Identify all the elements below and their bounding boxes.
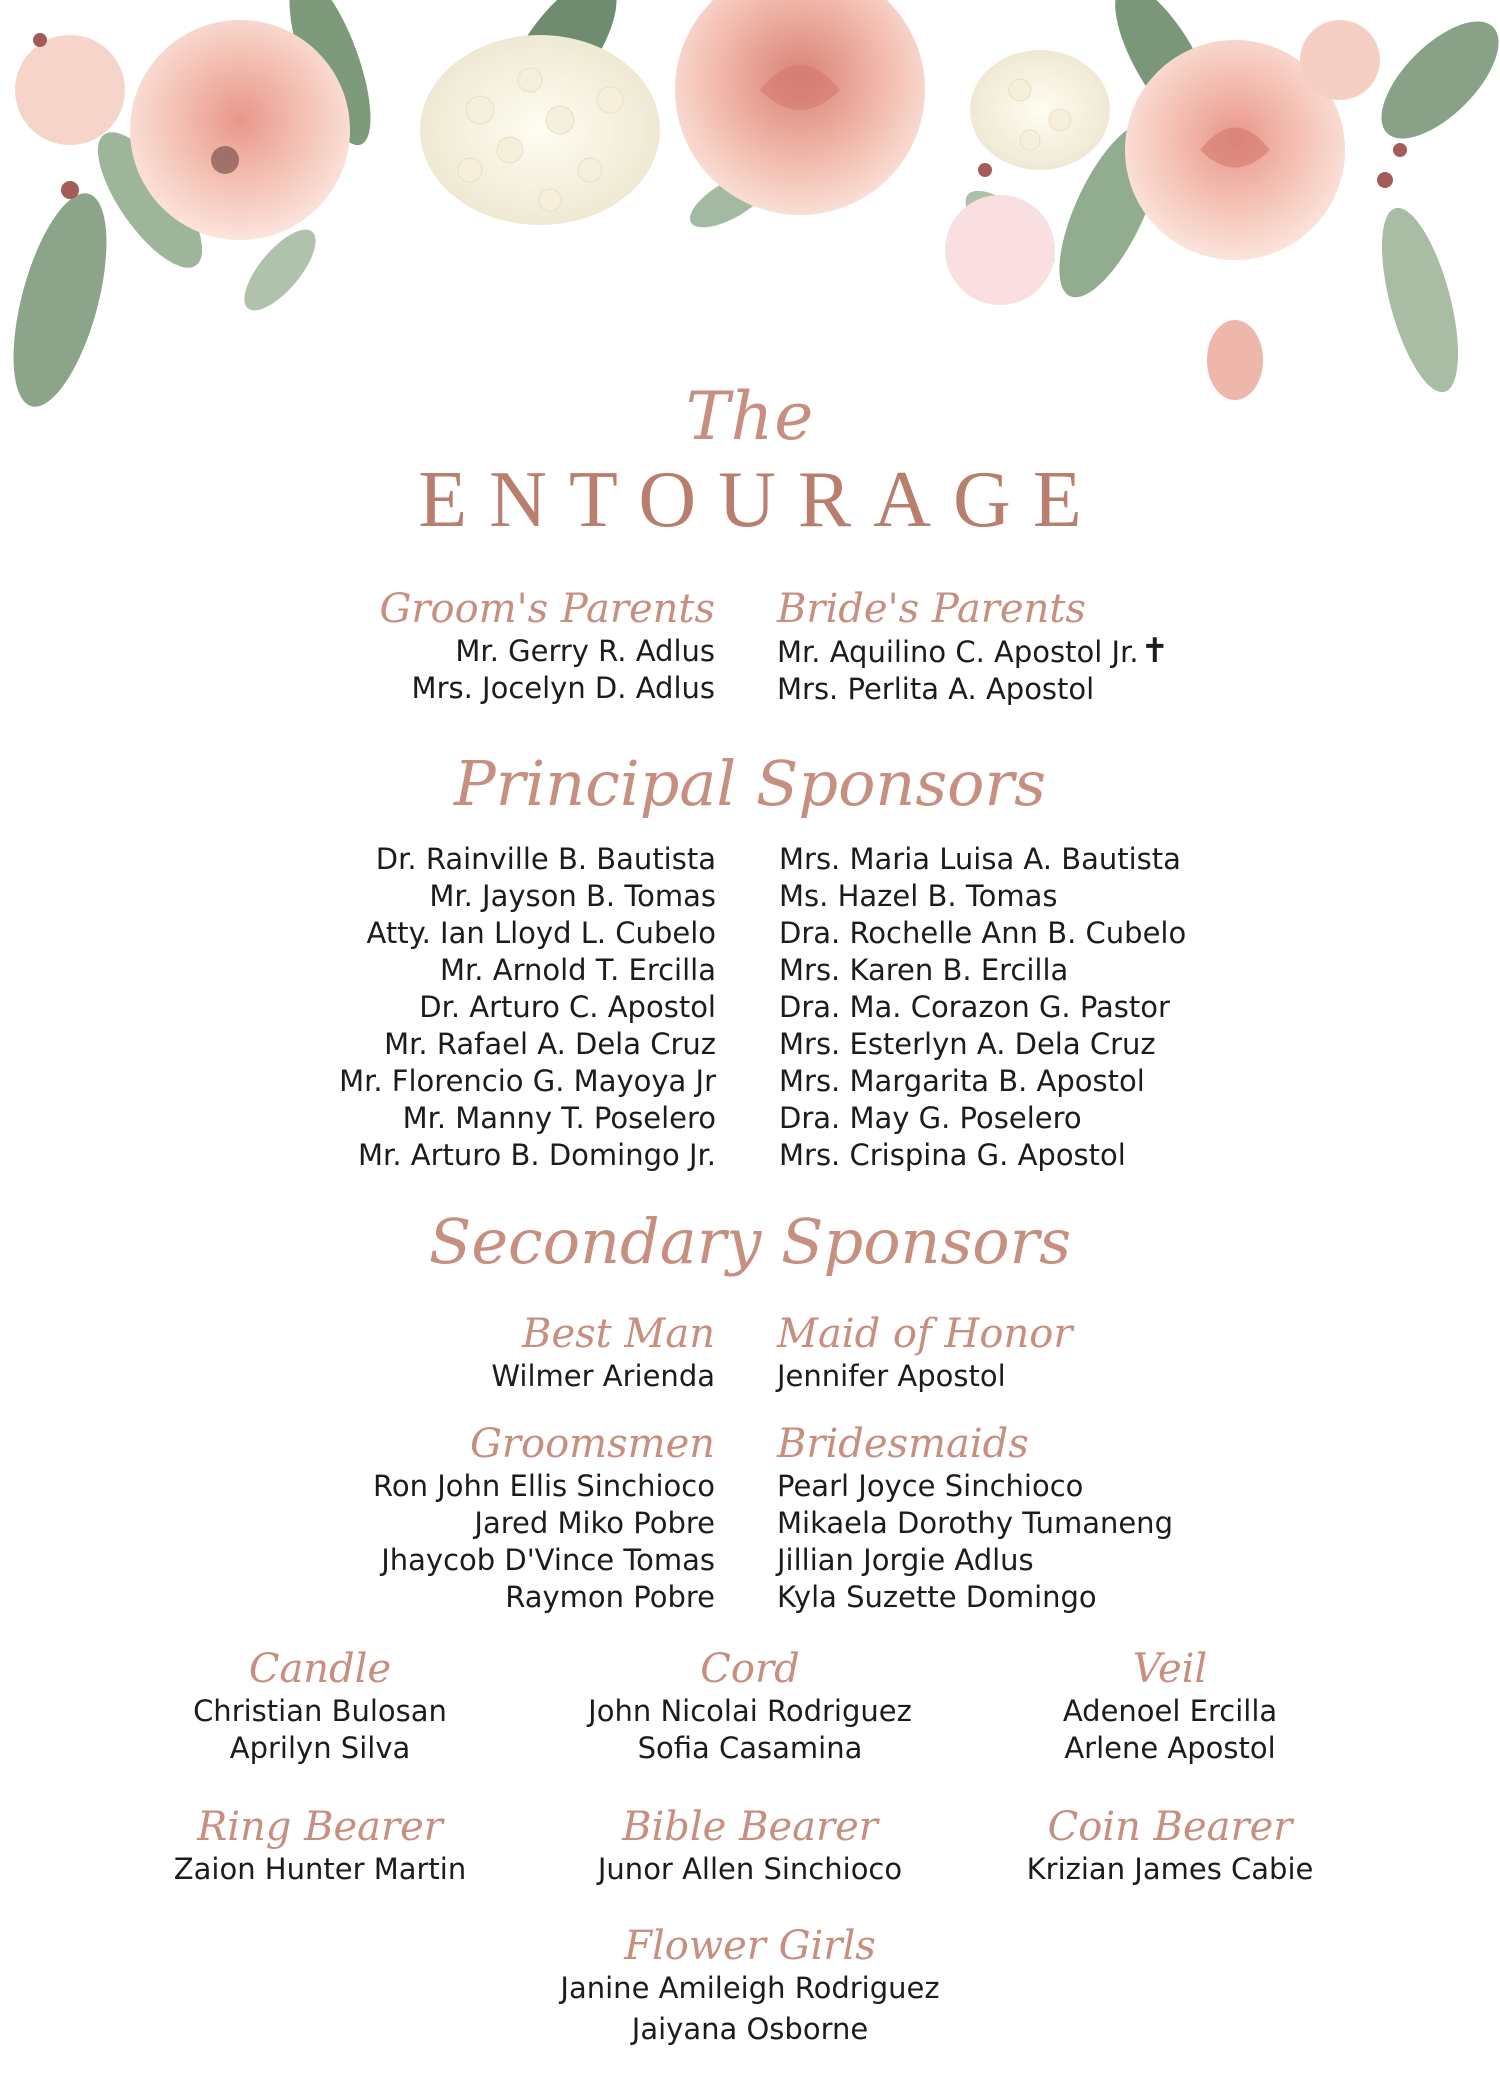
sponsor-name: Mr. Arnold T. Ercilla bbox=[440, 953, 716, 987]
sponsor-name: Mr. Jayson B. Tomas bbox=[429, 879, 716, 913]
best-man-name: Wilmer Arienda bbox=[491, 1359, 715, 1393]
sponsor-name: Mr. Rafael A. Dela Cruz bbox=[384, 1027, 716, 1061]
sponsor-name: Mrs. Margarita B. Apostol bbox=[779, 1064, 1145, 1098]
flower-girls-heading: Flower Girls bbox=[624, 1923, 876, 1969]
brides-parents-name: Mrs. Perlita A. Apostol bbox=[777, 672, 1095, 706]
cord-name: John Nicolai Rodriguez bbox=[588, 1694, 912, 1728]
sponsor-name: Dra. Ma. Corazon G. Pastor bbox=[779, 990, 1170, 1024]
maid-of-honor-heading: Maid of Honor bbox=[777, 1311, 1073, 1357]
brides-parents-name: Mr. Aquilino C. Apostol Jr. bbox=[777, 635, 1139, 669]
sponsor-name: Mrs. Maria Luisa A. Bautista bbox=[779, 842, 1181, 876]
maid-of-honor-name: Jennifer Apostol bbox=[777, 1359, 1006, 1393]
sponsor-name: Mrs. Esterlyn A. Dela Cruz bbox=[779, 1027, 1156, 1061]
secondary-sponsors-heading: Secondary Sponsors bbox=[428, 1205, 1072, 1278]
groomsman-name: Raymon Pobre bbox=[505, 1580, 715, 1614]
veil-name: Arlene Apostol bbox=[1064, 1731, 1276, 1765]
brides-parents-block bbox=[777, 585, 1237, 708]
principal-sponsors-left-column bbox=[250, 841, 716, 1174]
candle-name: Christian Bulosan bbox=[193, 1694, 447, 1728]
flower-girls-block bbox=[500, 1922, 1000, 2048]
grooms-parents-block bbox=[300, 585, 715, 707]
bridesmaid-name: Pearl Joyce Sinchioco bbox=[777, 1469, 1084, 1503]
grooms-parents-name: Mr. Gerry R. Adlus bbox=[455, 634, 715, 668]
veil-name: Adenoel Ercilla bbox=[1062, 1694, 1278, 1728]
maid-of-honor-block bbox=[777, 1310, 1237, 1395]
principal-sponsors-heading: Principal Sponsors bbox=[454, 747, 1046, 820]
best-man-block bbox=[300, 1310, 715, 1395]
coin-bearer-heading: Coin Bearer bbox=[1047, 1804, 1293, 1850]
sponsor-name: Dra. May G. Poselero bbox=[779, 1101, 1082, 1135]
brides-parents-name-row bbox=[777, 633, 1237, 671]
bible-bearer-heading: Bible Bearer bbox=[622, 1804, 878, 1850]
sponsor-name: Mr. Florencio G. Mayoya Jr bbox=[339, 1064, 716, 1098]
grooms-parents-name: Mrs. Jocelyn D. Adlus bbox=[411, 671, 715, 705]
sponsor-name: Dr. Rainville B. Bautista bbox=[375, 842, 716, 876]
groomsman-name: Jhaycob D'Vince Tomas bbox=[381, 1543, 715, 1577]
coin-bearer-block bbox=[1000, 1803, 1340, 1888]
sponsor-name: Atty. Ian Lloyd L. Cubelo bbox=[366, 916, 716, 950]
cord-name: Sofia Casamina bbox=[637, 1731, 863, 1765]
groomsmen-heading: Groomsmen bbox=[469, 1421, 715, 1467]
cord-heading: Cord bbox=[700, 1646, 800, 1692]
sponsor-name: Mrs. Karen B. Ercilla bbox=[779, 953, 1069, 987]
candle-block bbox=[150, 1645, 490, 1767]
bible-bearer-block bbox=[560, 1803, 940, 1888]
groomsman-name: Jared Miko Pobre bbox=[474, 1506, 715, 1540]
title-the: The bbox=[685, 378, 815, 455]
principal-sponsors-right-column bbox=[779, 841, 1259, 1174]
bridesmaids-block bbox=[777, 1420, 1237, 1616]
sponsor-name: Dra. Rochelle Ann B. Cubelo bbox=[779, 916, 1187, 950]
flower-girl-name: Janine Amileigh Rodriguez bbox=[560, 1971, 940, 2005]
cross-icon: ✝ bbox=[1140, 631, 1170, 671]
bridesmaid-name: Mikaela Dorothy Tumaneng bbox=[777, 1506, 1173, 1540]
sponsor-name: Dr. Arturo C. Apostol bbox=[419, 990, 716, 1024]
bible-bearer-name: Junor Allen Sinchioco bbox=[597, 1852, 903, 1886]
sponsor-name: Mr. Manny T. Poselero bbox=[402, 1101, 716, 1135]
veil-heading: Veil bbox=[1132, 1646, 1208, 1692]
groomsmen-block bbox=[300, 1420, 715, 1616]
coin-bearer-name: Krizian James Cabie bbox=[1026, 1852, 1314, 1886]
sponsor-name: Mr. Arturo B. Domingo Jr. bbox=[358, 1138, 716, 1172]
bridesmaids-heading: Bridesmaids bbox=[777, 1421, 1029, 1467]
brides-parents-heading: Bride's Parents bbox=[777, 586, 1086, 632]
sponsor-name: Mrs. Crispina G. Apostol bbox=[779, 1138, 1126, 1172]
flower-girl-name: Jaiyana Osborne bbox=[631, 2012, 869, 2046]
floral-header-illustration bbox=[0, 0, 1500, 420]
cord-block bbox=[560, 1645, 940, 1767]
bridesmaid-name: Kyla Suzette Domingo bbox=[777, 1580, 1097, 1614]
groomsman-name: Ron John Ellis Sinchioco bbox=[373, 1469, 715, 1503]
candle-heading: Candle bbox=[248, 1646, 392, 1692]
sponsor-name: Ms. Hazel B. Tomas bbox=[779, 879, 1058, 913]
bridesmaid-name: Jillian Jorgie Adlus bbox=[777, 1543, 1034, 1577]
title-entourage: ENTOURAGE bbox=[418, 456, 1104, 544]
best-man-heading: Best Man bbox=[522, 1311, 715, 1357]
ring-bearer-block bbox=[140, 1803, 500, 1888]
veil-block bbox=[1010, 1645, 1330, 1767]
ring-bearer-heading: Ring Bearer bbox=[197, 1804, 443, 1850]
candle-name: Aprilyn Silva bbox=[229, 1731, 411, 1765]
ring-bearer-name: Zaion Hunter Martin bbox=[173, 1852, 467, 1886]
grooms-parents-heading: Groom's Parents bbox=[379, 586, 715, 632]
